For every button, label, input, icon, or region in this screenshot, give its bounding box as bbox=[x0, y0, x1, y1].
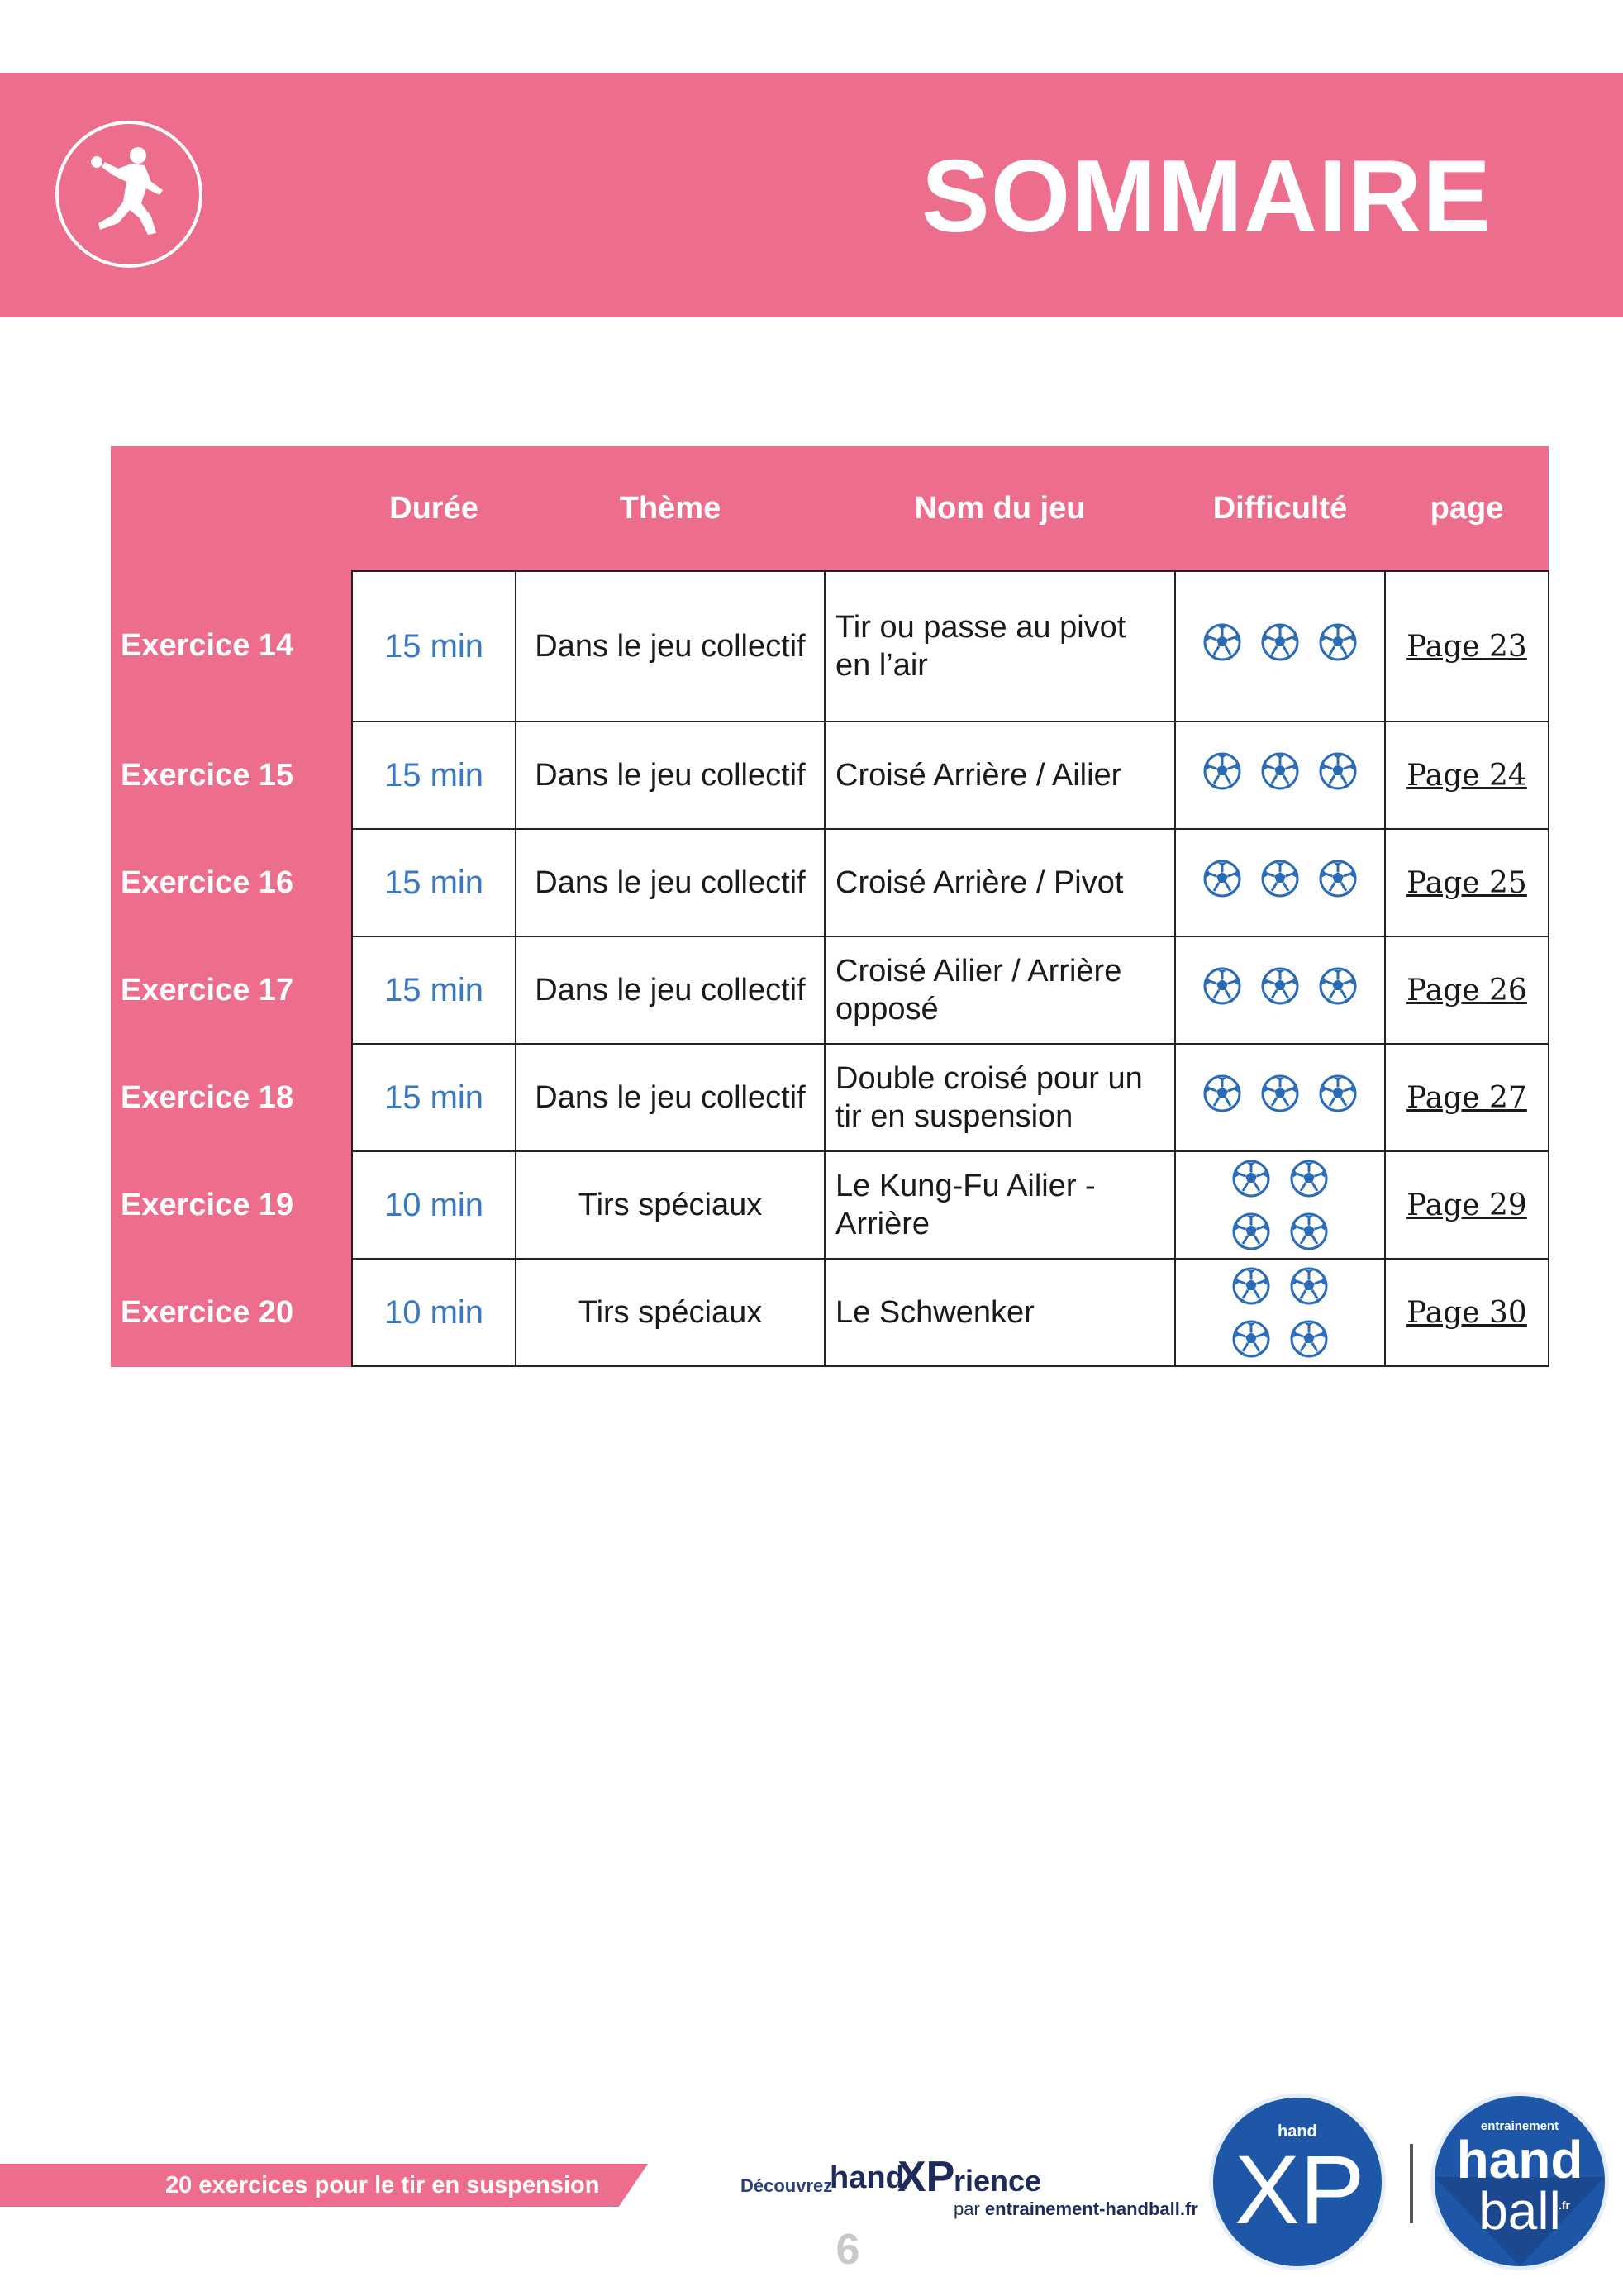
page-link-cell[interactable] bbox=[1385, 1151, 1549, 1259]
ball-icon bbox=[1319, 623, 1357, 661]
theme-cell: Dans le jeu collectif bbox=[516, 722, 825, 829]
promo-brand-xp: XP bbox=[897, 2153, 955, 2201]
page-link[interactable]: Page 25 bbox=[1406, 865, 1527, 900]
ball-icon bbox=[1232, 1212, 1270, 1250]
duration-cell: 10 min bbox=[352, 1259, 516, 1366]
difficulty-cell bbox=[1175, 571, 1385, 722]
hb-logo-ball-text: ball bbox=[1478, 2181, 1561, 2241]
hb-logo-tld-text: .fr bbox=[1559, 2198, 1570, 2212]
table-row bbox=[111, 936, 1549, 1044]
table-header-row bbox=[111, 446, 1549, 571]
ball-icon bbox=[1203, 623, 1241, 661]
page-link-cell[interactable] bbox=[1385, 1259, 1549, 1366]
table-row bbox=[111, 1151, 1549, 1259]
duration-cell: 15 min bbox=[352, 722, 516, 829]
game-name-cell: Le Kung-Fu Ailier - Arrière bbox=[825, 1151, 1175, 1259]
theme-cell: Dans le jeu collectif bbox=[516, 936, 825, 1044]
duration-cell: 15 min bbox=[352, 571, 516, 722]
duration-cell: 10 min bbox=[352, 1151, 516, 1259]
ball-icon bbox=[1290, 1160, 1328, 1198]
xp-logo-small-text: hand bbox=[1278, 2122, 1317, 2141]
game-name-cell: Croisé Arrière / Pivot bbox=[825, 829, 1175, 936]
difficulty-cell bbox=[1175, 936, 1385, 1044]
page-link[interactable]: Page 26 bbox=[1406, 973, 1527, 1007]
page-link-cell[interactable] bbox=[1385, 571, 1549, 722]
difficulty-cell bbox=[1175, 1259, 1385, 1366]
difficulty-balls bbox=[1222, 1267, 1338, 1358]
column-header-difficulte: Difficulté bbox=[1175, 446, 1385, 571]
handxprience-promo[interactable] bbox=[740, 2155, 1203, 2222]
ball-icon bbox=[1203, 1074, 1241, 1112]
column-header-theme: Thème bbox=[516, 446, 825, 571]
difficulty-balls bbox=[1222, 1160, 1338, 1250]
page-link[interactable]: Page 30 bbox=[1406, 1295, 1527, 1330]
page-link[interactable]: Page 24 bbox=[1406, 758, 1527, 793]
game-name-cell: Double croisé pour un tir en suspension bbox=[825, 1044, 1175, 1151]
xp-logo-big-text: XP bbox=[1235, 2136, 1365, 2245]
ball-icon bbox=[1290, 1320, 1328, 1358]
table-row bbox=[111, 1259, 1549, 1366]
row-label: Exercice 17 bbox=[111, 936, 352, 1044]
ball-icon bbox=[1319, 967, 1357, 1005]
difficulty-cell bbox=[1175, 722, 1385, 829]
promo-brand-hand: hand bbox=[830, 2160, 905, 2195]
difficulty-balls bbox=[1203, 860, 1357, 898]
table-row bbox=[111, 1044, 1549, 1151]
duration-cell: 15 min bbox=[352, 829, 516, 936]
handball-player-icon bbox=[55, 121, 202, 268]
duration-cell: 15 min bbox=[352, 1044, 516, 1151]
page-link-cell[interactable] bbox=[1385, 936, 1549, 1044]
logo-divider bbox=[1410, 2144, 1413, 2223]
page-number: 6 bbox=[835, 2226, 860, 2274]
page-link-cell[interactable] bbox=[1385, 1044, 1549, 1151]
hb-logo-top-text: entrainement bbox=[1480, 2119, 1559, 2133]
promo-prefix: Découvrez bbox=[740, 2175, 833, 2196]
difficulty-balls bbox=[1203, 623, 1357, 661]
page-link[interactable]: Page 29 bbox=[1406, 1188, 1527, 1222]
game-name-cell: Tir ou passe au pivot en l’air bbox=[825, 571, 1175, 722]
ball-icon bbox=[1232, 1320, 1270, 1358]
table-row bbox=[111, 571, 1549, 722]
difficulty-balls bbox=[1203, 1074, 1357, 1112]
column-header-duree: Durée bbox=[352, 446, 516, 571]
column-header-page: page bbox=[1385, 446, 1549, 571]
row-label: Exercice 16 bbox=[111, 829, 352, 936]
ball-icon bbox=[1232, 1160, 1270, 1198]
difficulty-cell bbox=[1175, 1044, 1385, 1151]
difficulty-cell bbox=[1175, 829, 1385, 936]
difficulty-cell bbox=[1175, 1151, 1385, 1259]
duration-cell: 15 min bbox=[352, 936, 516, 1044]
row-label: Exercice 18 bbox=[111, 1044, 352, 1151]
ball-icon bbox=[1261, 967, 1299, 1005]
entrainement-handball-logo bbox=[1435, 2096, 1605, 2266]
promo-brand-rience: rience bbox=[954, 2164, 1042, 2198]
game-name-cell: Croisé Ailier / Arrière opposé bbox=[825, 936, 1175, 1044]
summary-table bbox=[111, 446, 1549, 1367]
page-link[interactable]: Page 23 bbox=[1406, 629, 1527, 664]
theme-cell: Dans le jeu collectif bbox=[516, 571, 825, 722]
game-name-cell: Croisé Arrière / Ailier bbox=[825, 722, 1175, 829]
row-label: Exercice 14 bbox=[111, 571, 352, 722]
row-label: Exercice 20 bbox=[111, 1259, 352, 1366]
page-title: SOMMAIRE bbox=[921, 140, 1492, 254]
ball-icon bbox=[1290, 1267, 1328, 1305]
ball-icon bbox=[1232, 1267, 1270, 1305]
page-link-cell[interactable] bbox=[1385, 722, 1549, 829]
ball-icon bbox=[1261, 752, 1299, 790]
page-link-cell[interactable] bbox=[1385, 829, 1549, 936]
theme-cell: Dans le jeu collectif bbox=[516, 829, 825, 936]
hb-logo-hand-text: hand bbox=[1456, 2130, 1583, 2189]
theme-cell: Tirs spéciaux bbox=[516, 1259, 825, 1366]
difficulty-balls bbox=[1203, 752, 1357, 790]
header-blank bbox=[111, 446, 352, 571]
table-row bbox=[111, 829, 1549, 936]
ball-icon bbox=[1203, 752, 1241, 790]
ball-icon bbox=[1319, 752, 1357, 790]
booklet-title: 20 exercices pour le tir en suspension bbox=[165, 2172, 600, 2198]
ball-icon bbox=[1290, 1212, 1328, 1250]
ball-icon bbox=[1319, 1074, 1357, 1112]
ball-icon bbox=[1261, 860, 1299, 898]
table-row bbox=[111, 722, 1549, 829]
game-name-cell: Le Schwenker bbox=[825, 1259, 1175, 1366]
ball-icon bbox=[1203, 860, 1241, 898]
ball-icon bbox=[1261, 623, 1299, 661]
ball-icon bbox=[1261, 1074, 1299, 1112]
row-label: Exercice 19 bbox=[111, 1151, 352, 1259]
page-link[interactable]: Page 27 bbox=[1406, 1080, 1527, 1115]
ball-icon bbox=[1319, 860, 1357, 898]
difficulty-balls bbox=[1203, 967, 1357, 1005]
theme-cell: Dans le jeu collectif bbox=[516, 1044, 825, 1151]
row-label: Exercice 15 bbox=[111, 722, 352, 829]
column-header-nom: Nom du jeu bbox=[825, 446, 1175, 571]
handxp-logo bbox=[1213, 2098, 1382, 2266]
promo-site: par entrainement-handball.fr bbox=[954, 2198, 1198, 2219]
ball-icon bbox=[1203, 967, 1241, 1005]
theme-cell: Tirs spéciaux bbox=[516, 1151, 825, 1259]
